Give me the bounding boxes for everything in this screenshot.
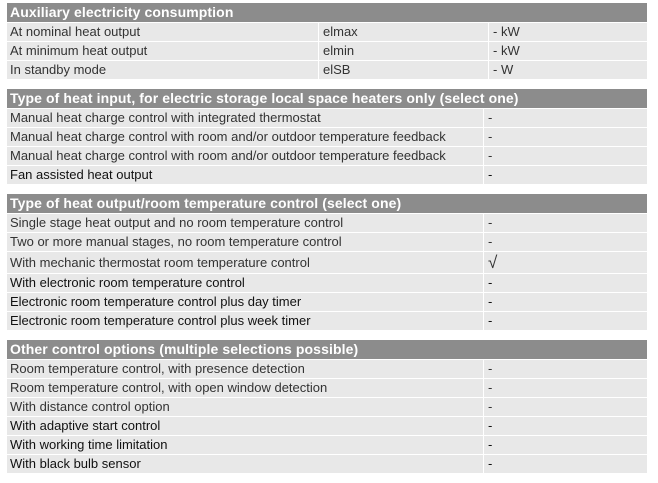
row-value: - [488, 418, 493, 433]
table-row [7, 42, 647, 61]
table-row [7, 147, 647, 166]
row-value: - [488, 399, 493, 414]
row-value: - [488, 129, 493, 144]
row-value: - [488, 234, 493, 249]
row-value: - [488, 313, 493, 328]
table-row [7, 398, 647, 417]
row-value: - [488, 275, 493, 290]
table-row [7, 214, 647, 233]
row-symbol: elmax [319, 23, 489, 41]
table-row [7, 417, 647, 436]
row-value: - [488, 437, 493, 452]
table-row [7, 109, 647, 128]
row-label: Manual heat charge control with integrated thermostat [7, 109, 484, 127]
row-label: With mechanic thermostat room temperature control [7, 252, 484, 273]
row-label: Electronic room temperature control plus week timer [7, 312, 484, 330]
row-value: - [488, 294, 493, 309]
row-label: With distance control option [7, 398, 484, 416]
row-label: Room temperature control, with open window detection [7, 379, 484, 397]
heat-input-section [7, 89, 647, 185]
table-row [7, 312, 647, 331]
table-row [7, 455, 647, 474]
row-value: - [488, 148, 493, 163]
spec-tables [7, 3, 647, 483]
table-row [7, 23, 647, 42]
row-value: - [488, 110, 493, 125]
other-control-section [7, 340, 647, 474]
row-label: With black bulb sensor [7, 455, 484, 473]
row-symbol: elmin [319, 42, 489, 60]
table-row [7, 233, 647, 252]
row-label: With adaptive start control [7, 417, 484, 435]
table-row [7, 128, 647, 147]
heat-output-section [7, 194, 647, 331]
aux-electricity-section [7, 3, 647, 80]
row-label: Single stage heat output and no room temperature control [7, 214, 484, 232]
row-value: - [488, 380, 493, 395]
table-row [7, 436, 647, 455]
table-row [7, 293, 647, 312]
section-header: Type of heat input, for electric storage local space heaters only (select one) [7, 89, 647, 109]
row-label: At minimum heat output [7, 42, 319, 60]
row-label: At nominal heat output [7, 23, 319, 41]
table-row [7, 360, 647, 379]
table-row [7, 379, 647, 398]
row-label: With electronic room temperature control [7, 274, 484, 292]
row-label: With working time limitation [7, 436, 484, 454]
row-value: - [488, 361, 493, 376]
table-row [7, 61, 647, 80]
section-header: Type of heat output/room temperature control (select one) [7, 194, 647, 214]
table-row [7, 166, 647, 185]
table-row [7, 252, 647, 274]
checkmark-icon: √ [488, 253, 498, 272]
row-label: Room temperature control, with presence detection [7, 360, 484, 378]
row-value: - [488, 456, 493, 471]
row-label: Manual heat charge control with room and/or outdoor temperature feedback [7, 128, 484, 146]
table-row [7, 274, 647, 293]
row-value: - W [493, 62, 514, 77]
row-symbol: elSB [319, 61, 489, 79]
row-label: In standby mode [7, 61, 319, 79]
row-label: Two or more manual stages, no room temperature control [7, 233, 484, 251]
row-label: Fan assisted heat output [7, 166, 484, 184]
row-value: - [488, 167, 493, 182]
row-value: - kW [493, 24, 520, 39]
section-header: Auxiliary electricity consumption [7, 3, 647, 23]
section-header: Other control options (multiple selections possible) [7, 340, 647, 360]
row-label: Electronic room temperature control plus day timer [7, 293, 484, 311]
row-value: - [488, 215, 493, 230]
row-label: Manual heat charge control with room and/or outdoor temperature feedback [7, 147, 484, 165]
row-value: - kW [493, 43, 520, 58]
